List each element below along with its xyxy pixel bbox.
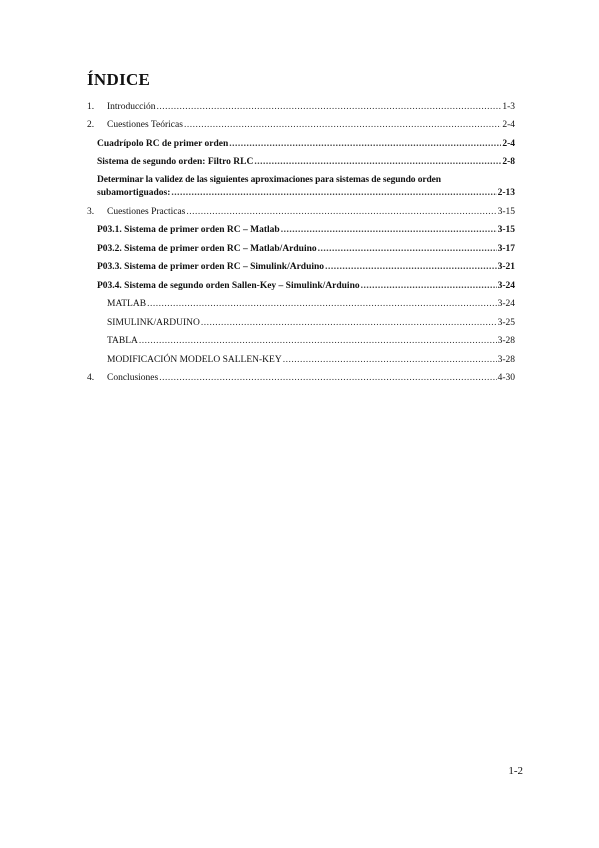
toc-entry-aproximaciones[interactable] [87,170,515,201]
toc-entry-matlab[interactable] [87,294,515,313]
toc-entry-p03-1[interactable] [87,220,515,239]
toc-entry-tabla[interactable] [87,331,515,350]
toc-leader-dots [184,119,501,131]
toc-page: 1-3 [502,101,515,112]
toc-entry-p03-4[interactable] [87,275,515,294]
toc-leader-dots [325,261,497,273]
toc-text: P03.3. Sistema de primer orden RC – Simulink/Arduino [97,262,325,272]
toc-page: 4-30 [497,373,515,383]
toc-text: MATLAB [107,299,147,309]
toc-text: Cuestiones Practicas [107,206,186,217]
toc-page: 3-21 [497,262,515,272]
toc-leader-dots [186,206,496,218]
toc-leader-dots [139,335,497,347]
toc-leader-dots [159,372,496,384]
toc-page: 3-15 [497,225,515,235]
toc-leader-dots [318,243,497,255]
toc-page: 3-28 [497,336,515,346]
toc-leader-dots [201,317,497,329]
toc-entry-conclusiones[interactable] [87,368,515,387]
toc-leader-dots [283,354,497,366]
toc-leader-dots [361,280,497,292]
toc-text: P03.4. Sistema de segundo orden Sallen-Key – Simulink/Arduino [97,280,360,291]
toc-entry-simulink-arduino[interactable] [87,312,515,331]
toc-text: Sistema de segundo orden: Filtro RLC [97,157,254,167]
toc-entry-filtro-rlc[interactable] [87,152,515,171]
toc-text: Conclusiones [107,373,159,383]
toc-entry-cuestiones-practicas[interactable] [87,201,515,220]
toc-entry-p03-3[interactable] [87,257,515,276]
toc-leader-dots [157,101,502,113]
page-title: ÍNDICE [87,70,151,89]
toc-text: Introducción [107,101,156,112]
toc-page: 3-28 [497,354,515,365]
toc-leader-dots [229,138,501,150]
toc-entry-p03-2[interactable] [87,238,515,257]
toc-page: 2-4 [502,120,515,130]
toc-entry-cuadripolo-rc[interactable] [87,133,515,152]
toc-number: 2. [87,120,95,130]
toc-entry-cuestiones-teoricas[interactable] [87,115,515,134]
toc-text-line2: subamortiguados: [97,188,171,198]
toc-leader-dots [281,224,497,236]
toc-leader-dots [147,298,497,310]
toc-number: 1. [87,101,95,112]
toc-text-line1: Determinar la validez de las siguientes aproximaciones para sistemas de segundo orden [97,175,441,185]
toc-entry-introduccion[interactable] [87,96,515,115]
page-number: 1-2 [508,765,523,777]
toc-page: 2-8 [502,157,515,167]
toc-text: Cuadrípolo RC de primer orden [97,138,229,149]
toc-text: P03.1. Sistema de primer orden RC – Matlab [97,225,280,235]
toc-page: 3-15 [497,206,515,217]
toc-entry-modificacion-sallen-key[interactable] [87,349,515,368]
toc-page: 3-24 [497,299,515,309]
toc-text: Cuestiones Teóricas [107,120,183,130]
toc-page: 2-4 [502,138,515,149]
toc-page: 3-25 [497,317,515,328]
toc-text: SIMULINK/ARDUINO [107,317,200,328]
toc-text: TABLA [107,336,138,346]
toc-leader-dots [171,187,496,199]
toc-leader-dots [254,156,501,168]
toc-number: 4. [87,373,95,383]
toc-text: P03.2. Sistema de primer orden RC – Matlab/Arduino [97,243,317,254]
toc-page: 2-13 [497,188,515,198]
toc-number: 3. [87,206,95,217]
table-of-contents [87,96,515,386]
toc-page: 3-24 [497,280,515,291]
toc-page: 3-17 [497,243,515,254]
toc-text: MODIFICACIÓN MODELO SALLEN-KEY [107,354,282,365]
